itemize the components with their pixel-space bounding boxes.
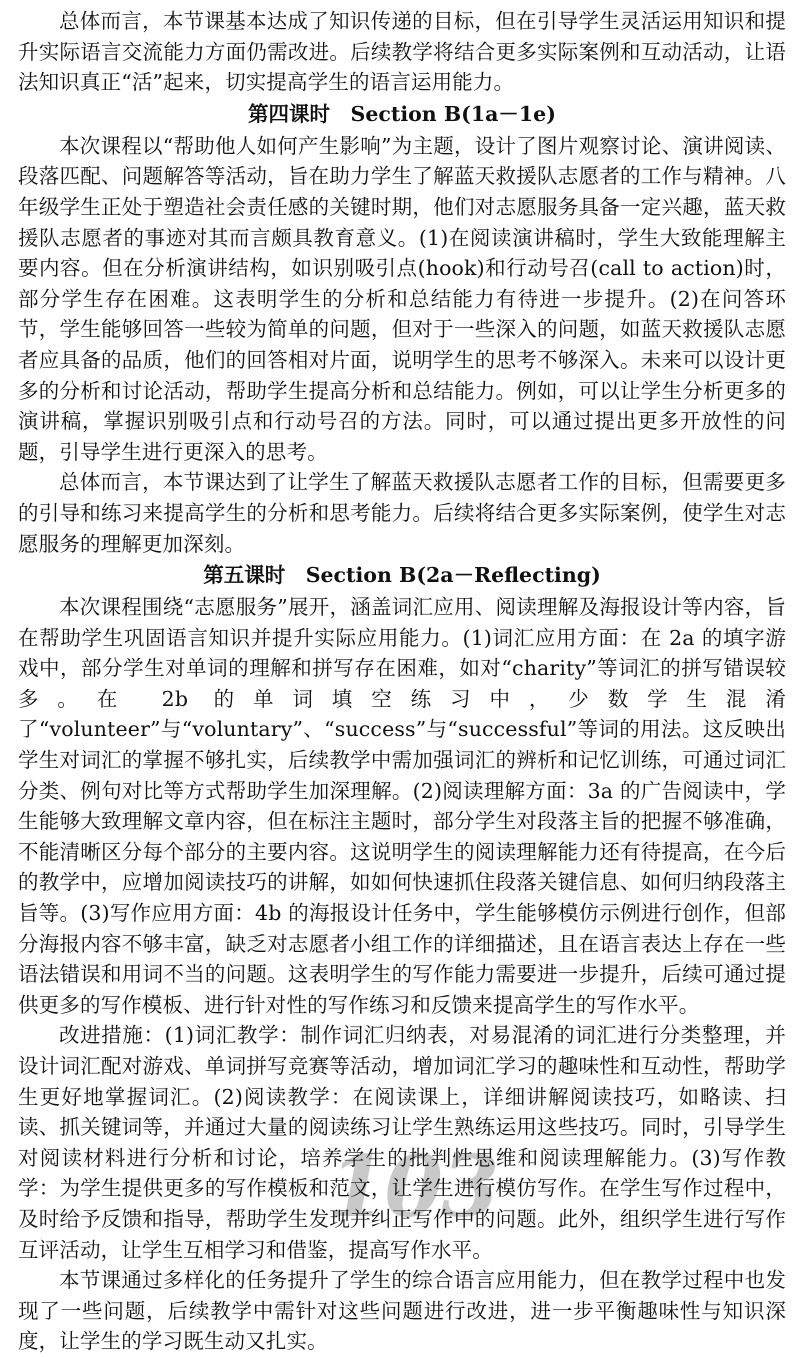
page-number: 103 [328, 1137, 498, 1236]
section-4-paragraph-2: 总体而言，本节课达到了让学生了解蓝天救援队志愿者工作的目标，但需要更多的引导和练习来提高学生的分析和思考能力。后续将结合更多实际案例，使学生对志愿服务的理解更加深刻。 [18, 470, 786, 556]
section-4-paragraph-1: 本次课程以“帮助他人如何产生影响”为主题，设计了图片观察讨论、演讲阅读、段落匹配、问题解答等活动，旨在助力学生了解蓝天救援队志愿者的工作与精神。八年级学生正处于塑造社会责任感的关键时期，他们对志愿服务具备一定兴趣，蓝天救援队志愿者的事迹对其而言颇具教育意义。(1)在阅读演讲稿时，学生大致能理解主要内容。但在分析演讲结构，如识别吸引点(hook)和行动号召(call to action)时，部分学生存在困难。这表明学生的分析和总结能力有待进一步提升。(2)在问答环节，学生能够回答一些较为简单的问题，但对于一些深入的问题，如蓝天救援队志愿者应具备的品质，他们的回答相对片面，说明学生的思考不够深入。未来可以设计更多的分析和讨论活动，帮助学生提高分析和总结能力。例如，可以让学生分析更多的演讲稿，掌握识别吸引点和行动号召的方法。同时，可以通过提出更多开放性的问题，引导学生进行更深入的思考。 [18, 133, 786, 464]
document-body [18, 6, 786, 1357]
section-5-paragraph-3: 本节课通过多样化的任务提升了学生的综合语言应用能力，但在教学过程中也发现了一些问题，后续教学中需针对这些问题进行改进，进一步平衡趣味性与知识深度，让学生的学习既生动又扎实。 [18, 1268, 786, 1354]
section-5-paragraph-2: 改进措施：(1)词汇教学：制作词汇归纳表，对易混淆的词汇进行分类整理，并设计词汇配对游戏、单词拼写竞赛等活动，增加词汇学习的趣味性和互动性，帮助学生更好地掌握词汇。(2)阅读教学：在阅读课上，详细讲解阅读技巧，如略读、扫读、抓关键词等，并通过大量的阅读练习让学生熟练运用这些技巧。同时，引导学生对阅读材料进行分析和讨论，培养学生的批判性思维和阅读理解能力。(3)写作教学：为学生提供更多的写作模板和范文，让学生进行模仿写作。在学生写作过程中，及时给予反馈和指导，帮助学生发现并纠正写作中的问题。此外，组织学生进行写作互评活动，让学生互相学习和借鉴，提高写作水平。 [18, 1023, 786, 1262]
section-5-heading: 第五课时 Section B(2a－Reflecting) [203, 563, 601, 588]
section-5-paragraph-1: 本次课程围绕“志愿服务”展开，涵盖词汇应用、阅读理解及海报设计等内容，旨在帮助学生巩固语言知识并提升实际应用能力。(1)词汇应用方面：在 2a 的填字游戏中，部分学生对单词的理解和拼写存在困难，如对“charity”等词汇的拼写错误较多。在 2b 的单词填空练习中，少数学生混淆了“volunteer”与“voluntary”、“success”与“successful”等词的用法。这反映出学生对词汇的掌握不够扎实，后续教学中需加强词汇的辨析和记忆训练，可通过词汇分类、例句对比等方式帮助学生加深理解。(2)阅读理解方面：3a 的广告阅读中，学生能够大致理解文章内容，但在标注主题时，部分学生对段落主旨的把握不够准确，不能清晰区分每个部分的主要内容。这说明学生的阅读理解能力还有待提高，在今后的教学中，应增加阅读技巧的讲解，如如何快速抓住段落关键信息、如何归纳段落主旨等。(3)写作应用方面：4b 的海报设计任务中，学生能够模仿示例进行创作，但部分海报内容不够丰富，缺乏对志愿者小组工作的详细描述，且在语言表达上存在一些语法错误和用词不当的问题。这表明学生的写作能力需要进一步提升，后续可通过提供更多的写作模板、进行针对性的写作练习和反馈来提高学生的写作水平。 [18, 595, 786, 1017]
intro-paragraph: 总体而言，本节课基本达成了知识传递的目标，但在引导学生灵活运用知识和提升实际语言交流能力方面仍需改进。后续教学将结合更多实际案例和互动活动，让语法知识真正“活”起来，切实提高学生的语言运用能力。 [18, 9, 786, 95]
section-4-heading: 第四课时 Section B(1a－1e) [248, 101, 556, 126]
